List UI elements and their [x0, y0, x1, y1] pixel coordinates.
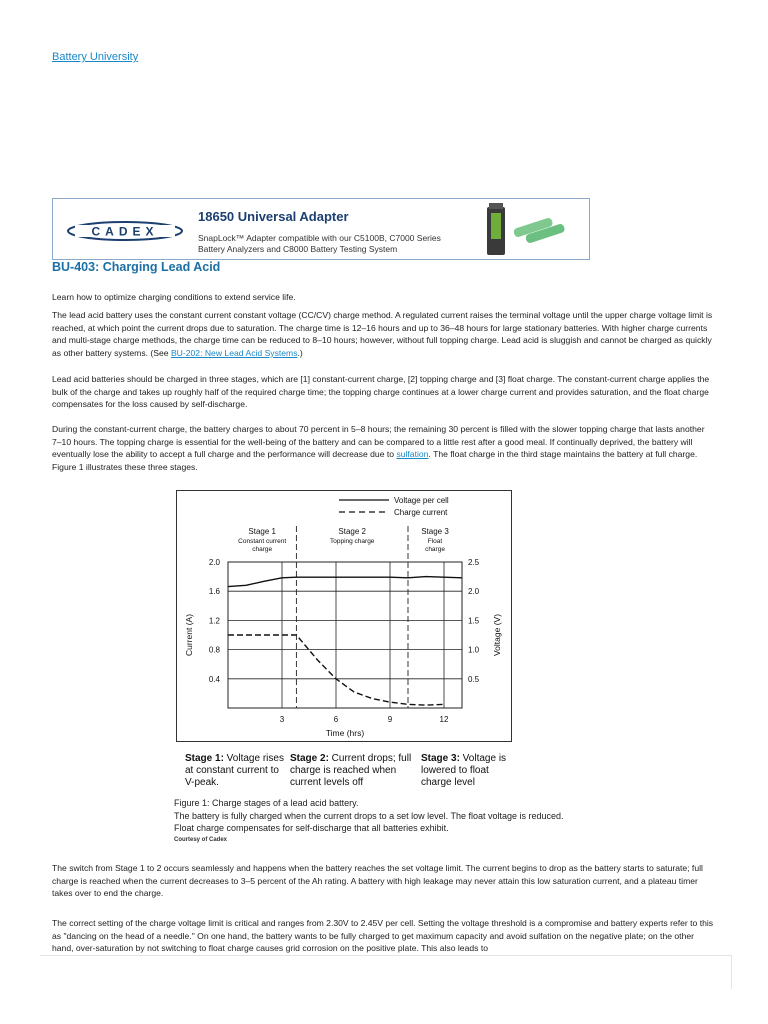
legend-current: Charge current	[394, 508, 448, 517]
paragraph-2: Lead acid batteries should be charged in three stages, which are [1] constant-current charge, [2] topping charge and [3] float charge. The constant-current charge applies the bulk of the charge and takes up roughly half of the required charge time; the topping charge continues at a lower charge current and provides saturation, and the float charge compensates for the loss caused by self-discharge.	[52, 374, 710, 410]
charge-stages-chart	[176, 490, 512, 742]
bu-202-link[interactable]: BU-202: New Lead Acid Systems	[170, 347, 298, 358]
y2-tick-2: 1.5	[468, 616, 480, 626]
sulfation-link[interactable]: sulfation	[396, 449, 429, 460]
svg-text:CADEX: CADEX	[91, 224, 159, 239]
y-tick-0: 0.4	[208, 674, 220, 684]
stage-label-3: Stage 3	[421, 527, 449, 536]
stage-label-2: Stage 2	[338, 527, 366, 536]
banner-subtitle: SnapLock™ Adapter compatible with our C5100B, C7000 Series Battery Analyzers and C8000 Battery Testing System	[198, 233, 441, 254]
courtesy-label: Courtesy of Cadex	[174, 836, 228, 843]
cadex-logo	[67, 221, 183, 241]
y-tick-4: 2.0	[208, 558, 220, 567]
x-tick-2: 9	[387, 715, 393, 724]
ad-banner[interactable]	[52, 198, 590, 260]
paragraph-1: The lead acid battery uses the constant current constant voltage (CC/CV) charge method. A regulated current raises the terminal voltage until the upper charge voltage limit is reached, at which point the current drops due to saturation. The charge time is 12–16 hours and up to 36–48 hours for large stationary batteries. With higher charge currents and multi-stage charge methods, the charge time can be reduced to 8–10 hours; however, without full topping charge. Lead acid is sluggish and cannot be charged as quickly as other battery systems. (See BU-202: New Lead Acid Systems.)	[52, 310, 713, 358]
stage-desc-3-0: Float	[427, 538, 443, 545]
stage-1-caption: Stage 1: Voltage rises at constant current to V-peak.	[185, 753, 284, 788]
legend-voltage: Voltage per cell	[394, 496, 449, 505]
stage-2-caption: Stage 2: Current drops; full charge is reached when current levels off	[290, 753, 412, 788]
y-tick-1: 0.8	[208, 645, 220, 655]
caption-line-3: Float charge compensates for self-discharge that all batteries exhibit.	[174, 823, 449, 833]
y2-tick-3: 2.0	[468, 587, 480, 597]
x-tick-0: 3	[279, 715, 285, 724]
stage-label-1: Stage 1	[248, 527, 276, 536]
y-axis-label: Current (A)	[184, 613, 194, 657]
stage-desc-3-1: charge	[425, 546, 445, 553]
stage-desc-1-0: Constant current	[238, 538, 287, 545]
stage-desc-1-1: charge	[252, 546, 273, 553]
stage-3-caption: Stage 3: Voltage is lowered to float charge level	[421, 753, 507, 788]
caption-line-2: The battery is fully charged when the current drops to a set low level. The float voltage is reduced.	[174, 810, 564, 821]
paragraph-4: The switch from Stage 1 to 2 occurs seamlessly and happens when the battery reaches the set voltage limit. The current begins to drop as the battery starts to saturate; full charge is reached when the current decreases to 3–5 percent of the Ah rating. A battery with high leakage may never attain this low saturation current, and a plateau timer takes over to end the charge.	[52, 863, 703, 899]
banner-title: 18650 Universal Adapter	[198, 209, 349, 224]
y-tick-2: 1.2	[208, 616, 220, 626]
intro-paragraph: Learn how to optimize charging conditions to extend service life.	[52, 292, 296, 302]
page-footer-frame	[40, 955, 732, 989]
y2-tick-4: 2.5	[468, 558, 480, 567]
x-tick-3: 12	[439, 715, 449, 724]
x-axis-label: Time (hrs)	[325, 728, 365, 738]
caption-title: Figure 1: Charge stages of a lead acid battery.	[174, 798, 359, 808]
y2-tick-1: 1.0	[468, 645, 480, 655]
y2-axis-label: Voltage (V)	[492, 613, 502, 657]
stage-desc-2-0: Topping charge	[329, 538, 375, 545]
battery-university-link[interactable]: Battery University	[52, 51, 139, 63]
figure-caption	[174, 797, 604, 845]
paragraph-3: During the constant-current charge, the battery charges to about 70 percent in 5–8 hours; the remaining 30 percent is filled with the slower topping charge that lasts another 7–10 hours. The topping charge is essential for the well-being of the battery and can be compared to a little rest after a good meal. If continually deprived, the battery will eventually lose the ability to accept a full charge and the performance will decrease due to sulfation. The float charge in the third stage maintains the battery at full charge. Figure 1 illustrates these three stages.	[52, 424, 705, 472]
article-title: BU-403: Charging Lead Acid	[52, 260, 221, 274]
paragraph-5: The correct setting of the charge voltage limit is critical and ranges from 2.30V to 2.45V per cell. Setting the voltage threshold is a compromise and battery experts refer to this as "dancing on the head of a needle." On one hand, the battery wants to be fully charged to get maximum capacity and avoid sulfation on the negative plate; on the other hand, over-saturation by not switching to float charge causes grid corrosion on the positive plate. This also leads to	[52, 918, 714, 954]
x-tick-1: 6	[333, 715, 339, 724]
y2-tick-0: 0.5	[468, 674, 480, 684]
y-tick-3: 1.6	[208, 587, 220, 597]
adapter-image	[483, 201, 583, 259]
